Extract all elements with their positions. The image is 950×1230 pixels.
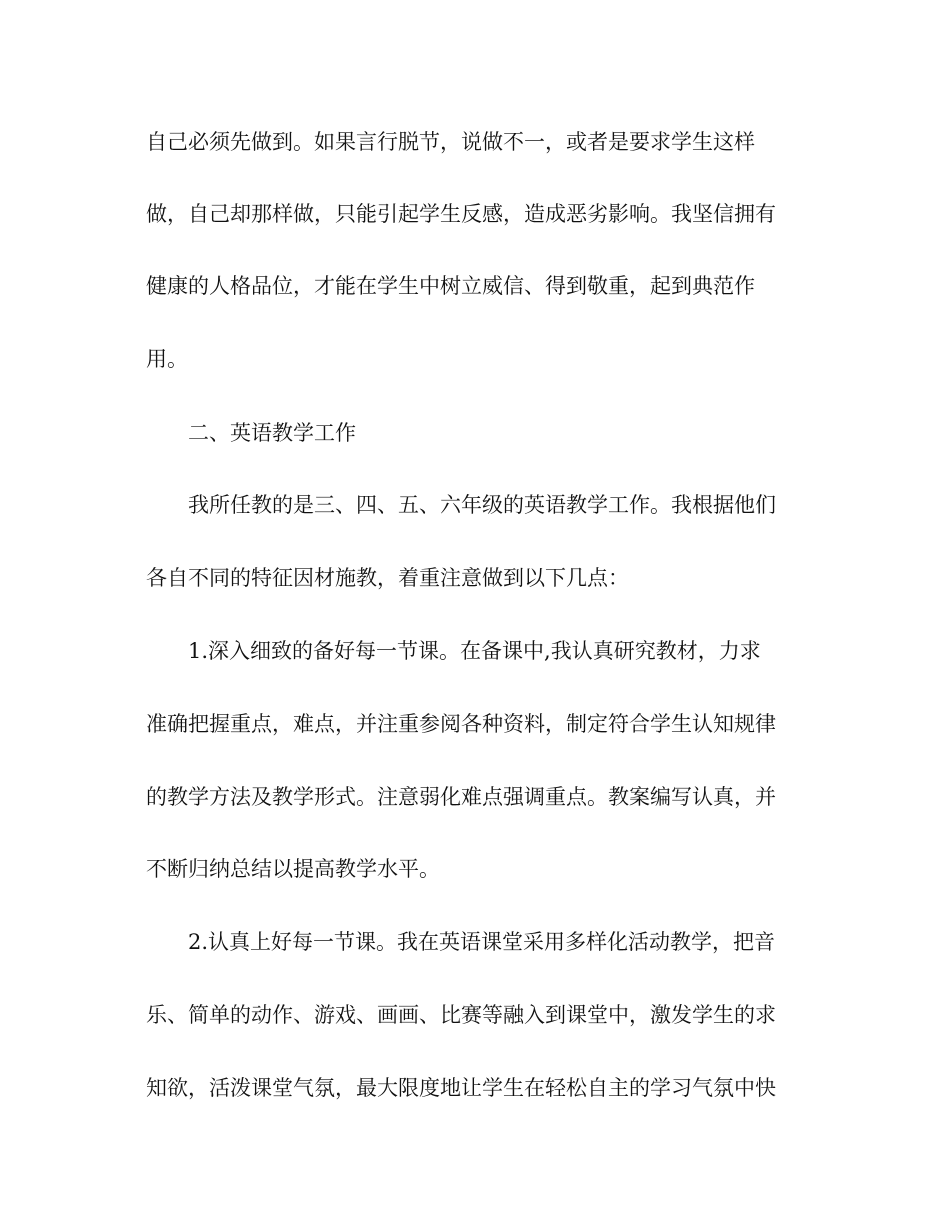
text-line: 健康的人格品位，才能在学生中树立威信、得到敬重，起到典范作 [146,274,755,298]
text-line: 的教学方法及教学形式。注意弱化难点强调重点。教案编写认真，并 [146,785,776,809]
text-line: 不断归纳总结以提高教学水平。 [146,857,440,881]
text-line: 知欲，活泼课堂气氛，最大限度地让学生在轻松自主的学习气氛中快 [146,1076,776,1100]
text-line: 各自不同的特征因材施教，着重注意做到以下几点： [146,566,629,590]
text-line: 我所任教的是三、四、五、六年级的英语教学工作。我根据他们 [188,493,776,517]
text-line: 做，自己却那样做，只能引起学生反感，造成恶劣影响。我坚信拥有 [146,202,776,226]
text-line: 2.认真上好每一节课。我在英语课堂采用多样化活动教学，把音 [188,930,776,954]
text-line: 乐、简单的动作、游戏、画画、比赛等融入到课堂中，激发学生的求 [146,1003,776,1027]
text-line: 自己必须先做到。如果言行脱节，说做不一，或者是要求学生这样 [146,130,755,154]
section-heading: 二、英语教学工作 [188,421,356,445]
text-line: 用。 [146,347,188,371]
text-line: 准确把握重点，难点，并注重参阅各种资料，制定符合学生认知规律 [146,712,776,736]
text-line: 1.深入细致的备好每一节课。在备课中,我认真研究教材，力求 [188,639,761,663]
